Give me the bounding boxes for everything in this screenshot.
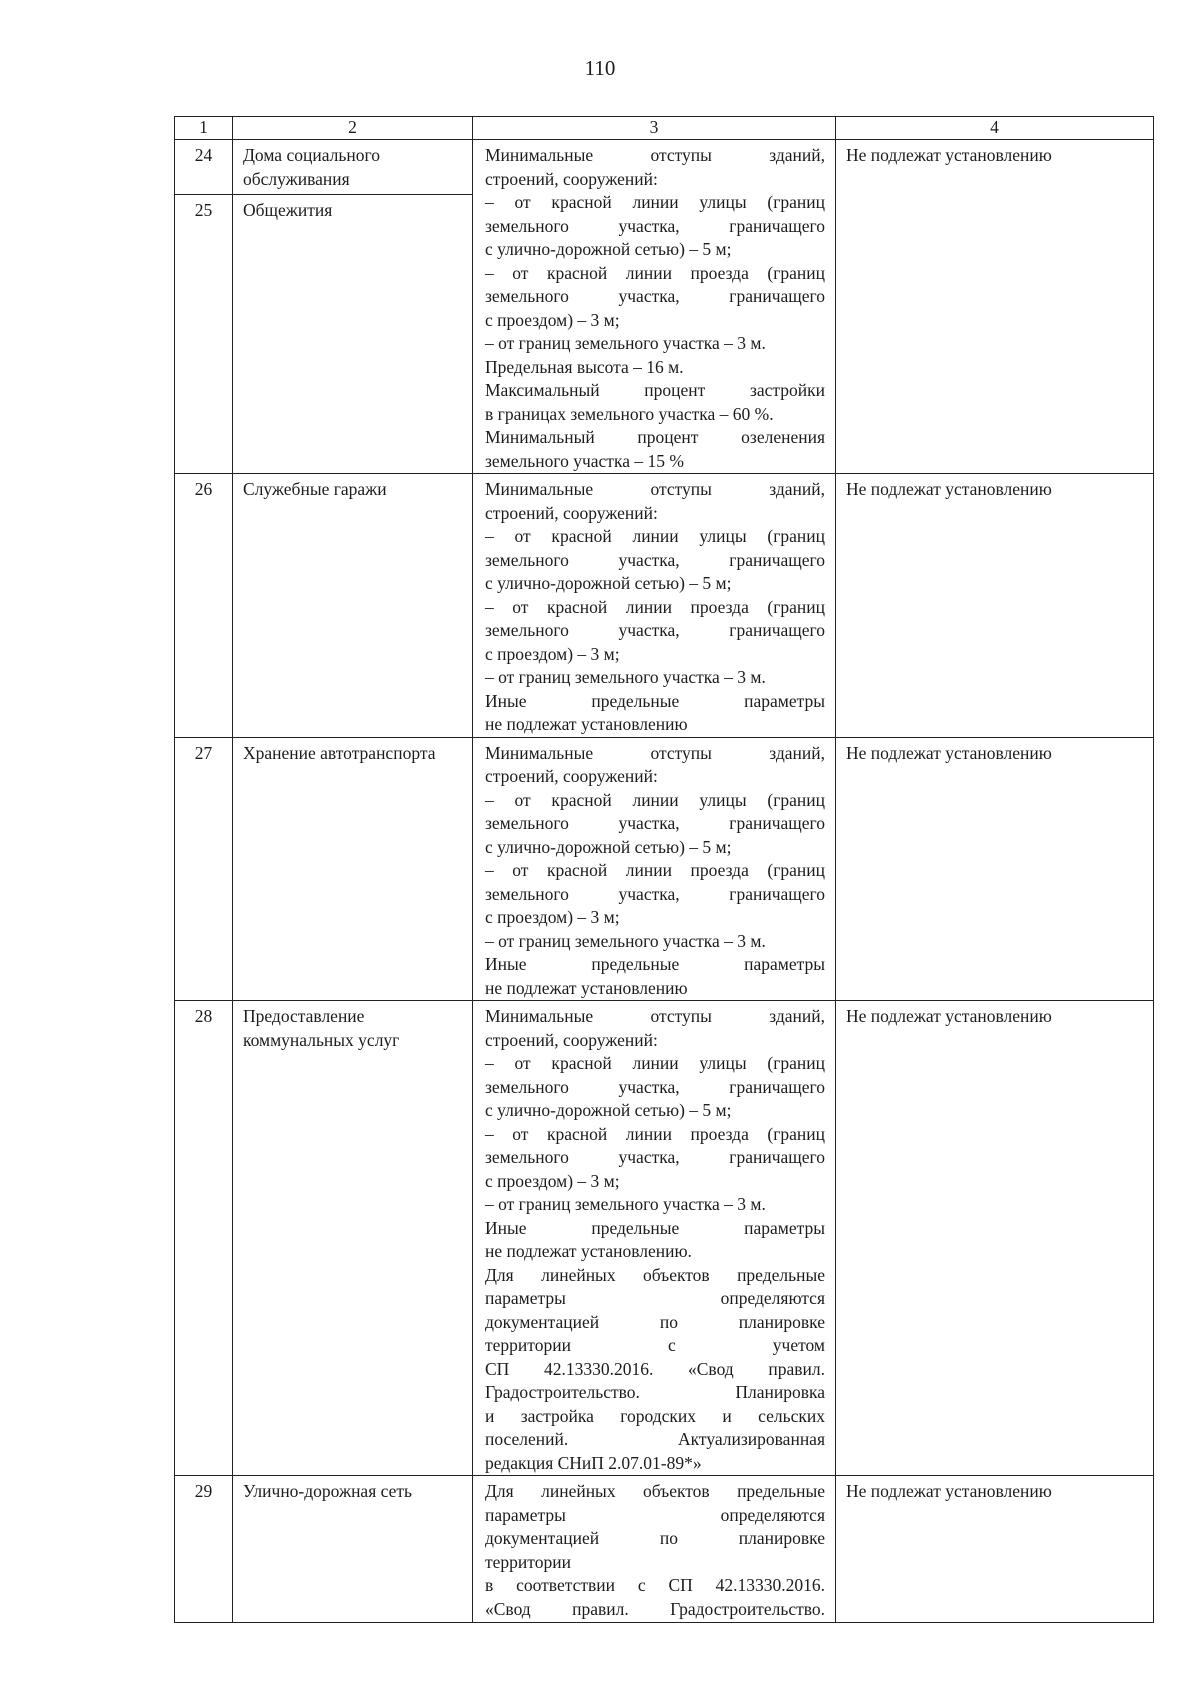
parameter-line: с проездом) – 3 м; [485, 1170, 620, 1191]
parameter-line: – от красной линии улицы (границ [485, 789, 825, 810]
table-row [175, 1476, 1154, 1623]
limit-parameters [473, 1001, 836, 1476]
parameter-line: – от красной линии проезда (границ [485, 596, 825, 617]
parameter-line: Максимальный процент застройки [485, 380, 825, 400]
use-type-name: Хранение автотранспорта [233, 737, 473, 1001]
column-header: 4 [836, 117, 1154, 140]
row-number: 26 [175, 474, 233, 738]
parameter-line: Для линейных объектов предельные [485, 1264, 825, 1285]
parameter-line: не подлежат установлению [485, 714, 688, 734]
use-type-name: Служебные гаражи [233, 474, 473, 738]
parameter-line: – от красной линии улицы (границ [485, 192, 825, 212]
parameter-line: строений, сооружений: [485, 168, 658, 189]
parameter-line: документацией по планировке [485, 1311, 825, 1332]
parameter-line: земельного участка, граничащего [485, 215, 825, 236]
parameter-line: Минимальные отступы зданий, [485, 479, 825, 499]
limit-parameters [473, 140, 836, 474]
limit-parameters [473, 1476, 836, 1623]
row-number: 25 [175, 195, 233, 474]
parameter-line: – от красной линии улицы (границ [485, 526, 825, 546]
parameter-line: земельного участка – 15 % [485, 450, 684, 471]
parameter-line: поселений. Актуализированная [485, 1429, 825, 1449]
parameter-line: строений, сооружений: [485, 1029, 658, 1050]
parameter-line: – от красной линии улицы (границ [485, 1053, 825, 1073]
parameter-line: с улично-дорожной сетью) – 5 м; [485, 573, 732, 593]
parameter-line: с улично-дорожной сетью) – 5 м; [485, 239, 732, 259]
column-4-value: Не подлежат установлению [836, 474, 1154, 738]
parameter-line: редакция СНиП 2.07.01-89*» [485, 1452, 702, 1473]
use-type-name: Дома социального обслуживания [233, 140, 473, 195]
row-number: 27 [175, 737, 233, 1001]
parameter-line: – от границ земельного участка – 3 м. [485, 930, 766, 951]
parameter-line: – от границ земельного участка – 3 м. [485, 333, 766, 353]
use-type-name: Улично-дорожная сеть [233, 1476, 473, 1623]
column-header: 2 [233, 117, 473, 140]
parameter-line: Градостроительство. Планировка [485, 1382, 825, 1402]
parameter-line: параметры определяются [485, 1288, 825, 1308]
parameter-line: не подлежат установлению. [485, 1241, 692, 1261]
column-header: 1 [175, 117, 233, 140]
parameter-line: территории [485, 1551, 571, 1572]
parameter-line: и застройка городских и сельских [485, 1405, 825, 1426]
parameter-line: «Свод правил. Градостроительство. [485, 1598, 825, 1619]
parameter-line: Минимальные отступы зданий, [485, 1006, 825, 1026]
parameter-line: Для линейных объектов предельные [485, 1481, 825, 1501]
table-header-row [175, 117, 1154, 140]
parameter-line: Иные предельные параметры [485, 690, 825, 711]
parameter-line: – от границ земельного участка – 3 м. [485, 667, 766, 687]
parameter-line: с улично-дорожной сетью) – 5 м; [485, 1100, 732, 1120]
parameter-line: строений, сооружений: [485, 502, 658, 523]
parameter-line: документацией по планировке [485, 1528, 825, 1548]
parameter-line: – от красной линии проезда (границ [485, 1123, 825, 1144]
row-number: 28 [175, 1001, 233, 1476]
parameter-line: – от границ земельного участка – 3 м. [485, 1194, 766, 1214]
parameter-line: строений, сооружений: [485, 766, 658, 786]
column-4-value: Не подлежат установлению [836, 1476, 1154, 1623]
table-row [175, 737, 1154, 1001]
parameter-line: земельного участка, граничащего [485, 1076, 825, 1097]
row-number: 24 [175, 140, 233, 195]
parameter-line: в соответствии с СП 42.13330.2016. [485, 1575, 825, 1595]
use-type-name: Общежития [233, 195, 473, 474]
parameter-line: с улично-дорожной сетью) – 5 м; [485, 836, 732, 857]
column-4-value: Не подлежат установлению [836, 1001, 1154, 1476]
column-header: 3 [473, 117, 836, 140]
regulations-table [174, 116, 1154, 1623]
parameter-line: не подлежат установлению [485, 977, 688, 998]
parameter-line: Предельная высота – 16 м. [485, 356, 684, 377]
row-number: 29 [175, 1476, 233, 1623]
parameter-line: земельного участка, граничащего [485, 549, 825, 570]
parameter-line: земельного участка, граничащего [485, 620, 825, 640]
parameter-line: в границах земельного участка – 60 %. [485, 403, 774, 424]
parameter-line: земельного участка, граничащего [485, 286, 825, 306]
parameter-line: параметры определяются [485, 1504, 825, 1525]
parameter-line: Иные предельные параметры [485, 954, 825, 974]
parameter-line: – от красной линии проезда (границ [485, 860, 825, 880]
page-number: 110 [584, 56, 616, 80]
limit-parameters [473, 474, 836, 738]
parameter-line: Минимальные отступы зданий, [485, 742, 825, 763]
parameter-line: земельного участка, граничащего [485, 883, 825, 904]
column-4-value: Не подлежат установлению [836, 140, 1154, 474]
limit-parameters [473, 737, 836, 1001]
table-row [175, 474, 1154, 738]
parameter-line: с проездом) – 3 м; [485, 907, 620, 927]
parameter-line: земельного участка, граничащего [485, 813, 825, 833]
parameter-line: земельного участка, граничащего [485, 1147, 825, 1167]
parameter-line: с проездом) – 3 м; [485, 643, 620, 664]
parameter-line: Минимальный процент озеленения [485, 427, 825, 447]
parameter-line: Иные предельные параметры [485, 1217, 825, 1238]
parameter-line: Минимальные отступы зданий, [485, 145, 825, 165]
parameter-line: СП 42.13330.2016. «Свод правил. [485, 1358, 825, 1379]
table-row [175, 1001, 1154, 1476]
parameter-line: с проездом) – 3 м; [485, 309, 620, 330]
parameter-line: территории с учетом [485, 1335, 825, 1355]
column-4-value: Не подлежат установлению [836, 737, 1154, 1001]
use-type-name: Предоставление коммунальных услуг [233, 1001, 473, 1476]
parameter-line: – от красной линии проезда (границ [485, 262, 825, 283]
table-row [175, 140, 1154, 195]
